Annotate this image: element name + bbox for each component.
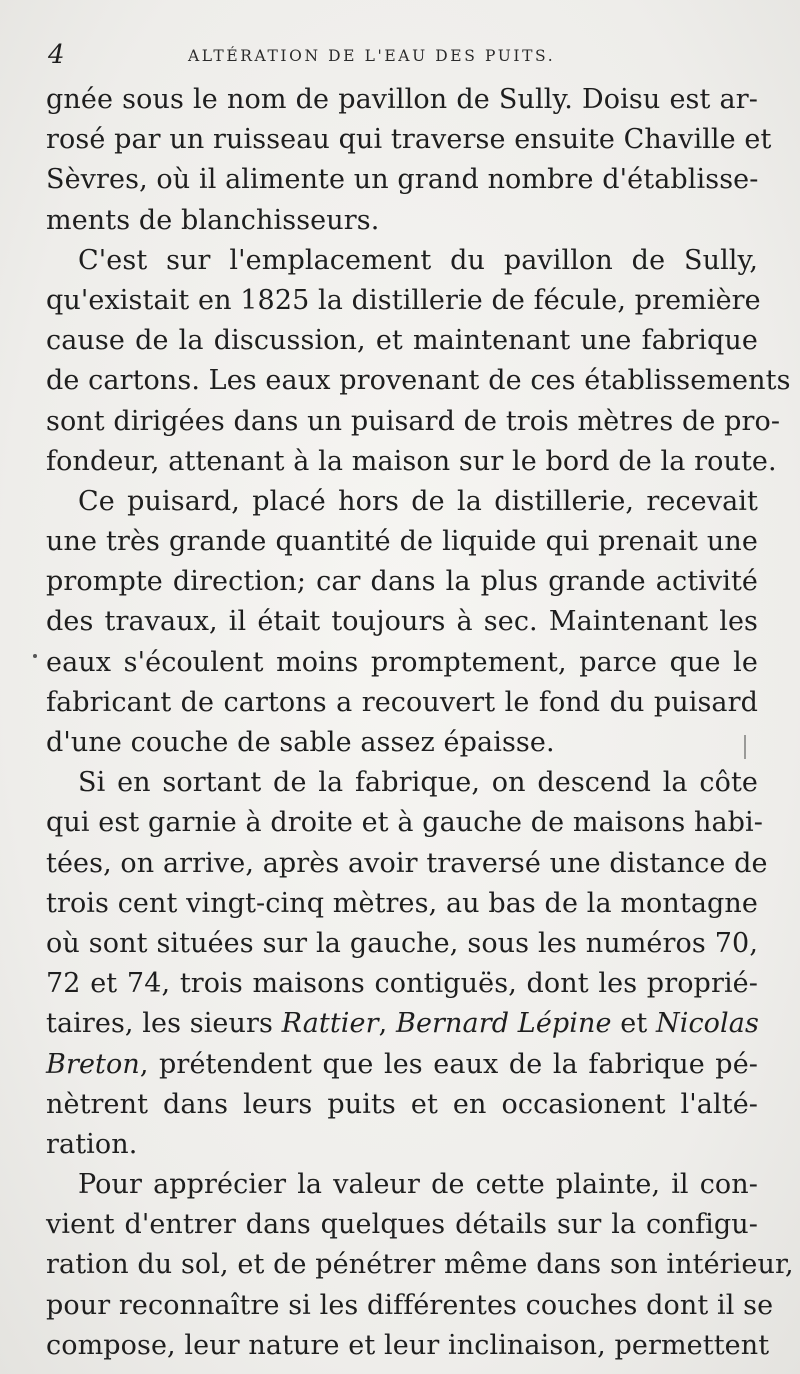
page-number: 4 [48,40,65,70]
text-line: gnée sous le nom de pavillon de Sully. Doisu est ar- [46,84,758,115]
text-line: rosé par un ruisseau qui traverse ensuite Chaville et [46,124,772,156]
text-line: où sont situées sur la gauche, sous les numéros 70, [46,927,758,959]
text-fragment: taires, les sieurs [46,1008,282,1040]
paragraph-end-line: ration. [46,1128,138,1160]
name-rattier: Rattier [281,1008,379,1040]
text-line: eaux s'écoulent moins promptement, parce que le [46,646,758,678]
text-line: vient d'entrer dans quelques détails sur la configu- [46,1209,758,1241]
name-nicolas: Nicolas [656,1008,759,1040]
separator: et [611,1008,656,1040]
text-line: nètrent dans leurs puits et en occasionent l'alté- [46,1088,758,1120]
paragraph-end-line: d'une couche de sable assez épaisse. [46,727,555,758]
body-text [46,80,794,1366]
separator: , [378,1008,396,1040]
text-line: pour reconnaître si les différentes couches dont il se [46,1289,774,1321]
text-line: qui est garnie à droite et à gauche de maisons habi- [46,807,763,839]
text-line: prompte direction; car dans la plus grande activité [46,566,758,598]
text-line-with-names [46,1004,758,1044]
text-line: Sèvres, où il alimente un grand nombre d'établisse- [46,164,759,196]
text-line: de cartons. Les eaux provenant de ces établissements [46,365,791,397]
paragraph-end-line: fondeur, attenant à la maison sur le bord de la route. [46,445,777,477]
paragraph-start-line: Si en sortant de la fabrique, on descend la côte [78,767,758,799]
text-line: compose, leur nature et leur inclinaison, permettent [46,1329,770,1361]
margin-dot [33,654,37,658]
text-line: tées, on arrive, après avoir traversé une distance de [46,847,768,879]
paragraph-start-line: Pour apprécier la valeur de cette plainte, il con- [78,1169,758,1201]
name-bernard-lepine: Bernard Lépine [396,1008,612,1040]
text-line: trois cent vingt-cinq mètres, au bas de la montagne [46,887,758,919]
running-title: ALTÉRATION DE L'EAU DES PUITS. [188,47,556,65]
text-line: cause de la discussion, et maintenant une fabrique [46,325,758,357]
text-line: des travaux, il était toujours à sec. Maintenant les [46,606,758,638]
paragraph-start-line: Ce puisard, placé hors de la distillerie, recevait [78,485,758,517]
running-head [48,40,758,70]
text-line: qu'existait en 1825 la distillerie de fécule, première [46,284,761,316]
text-line: ration du sol, et de pénétrer même dans son intérieur, [46,1249,794,1281]
paragraph-start-line: C'est sur l'emplacement du pavillon de Sully, [78,244,758,276]
text-line: fabricant de cartons a recouvert le fond du puisard [46,686,758,718]
text-line: une très grande quantité de liquide qui prenait une [46,526,758,558]
text-fragment: , prétendent que les eaux de la fabrique pé- [139,1048,758,1080]
text-line: 72 et 74, trois maisons contiguës, dont les proprié- [46,968,758,1000]
paragraph-end-line: ments de blanchisseurs. [46,204,380,236]
text-line-with-names [46,1045,758,1085]
name-breton: Breton [46,1048,140,1080]
text-line: sont dirigées dans un puisard de trois mètres de pro- [46,405,781,437]
